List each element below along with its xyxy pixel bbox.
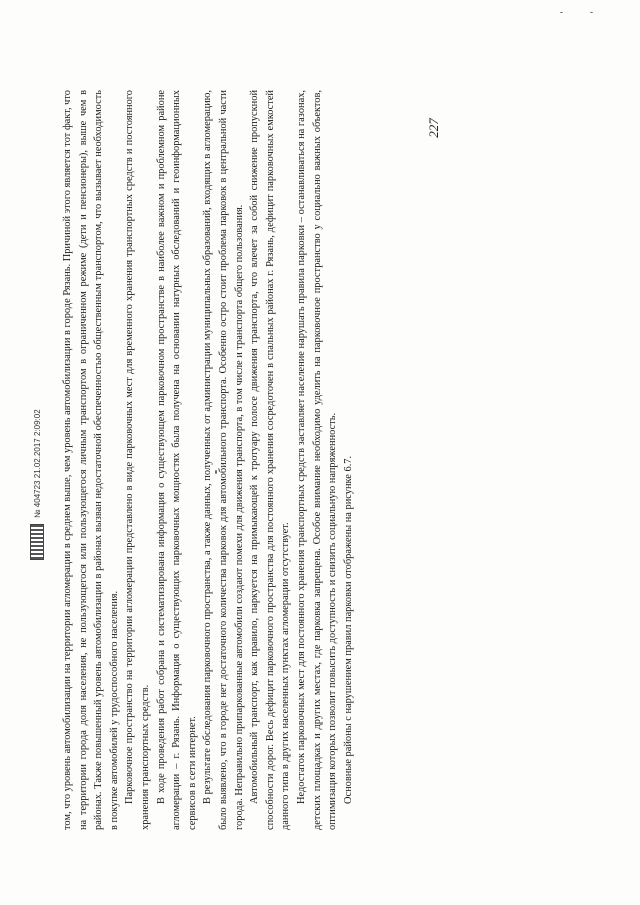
paragraph-5: Автомобильный транспорт, как правило, паркуется на примыкающей к тротуару полосе движения транспорта, что влечет за собой снижение пропускной способности дорог. Весь дефицит парковочного пространства для постоянного хранения сосредоточен в спальных районах г. Рязань, дефицит парковочных емкостей данного типа в других населенных пунктах агломерации отсутствует.	[249, 90, 292, 830]
paragraph-1: том, что уровень автомобилизации на территории агломерации в среднем выше, чем уровень автомобилизации в городе Рязань. Причиной этого является тот факт, что на территории города доля населения, не пользующегося или пользующегося личным транспортом в ограниченном режиме (дети и пенсионеры), выше чем в районах. Также повышенный уровень автомобилизации в районах вызван недостаточной обеспеченностью общественным транспортом, что вызывает необходимость в покупке автомобилей у трудоспособного населения.	[62, 90, 120, 830]
stamp-logo-icon	[30, 524, 44, 560]
body-text	[60, 90, 356, 830]
scan-speck	[560, 12, 563, 13]
scan-speck	[590, 12, 593, 13]
paragraph-4: В результате обследования парковочного пространства, а также данных, полученных от администрации муниципальных образований, входящих в агломерацию, было выявлено, что в городе нет достаточного количества парковок для автомобильного транспорта. Особенно остро стоит проблема парковок в центральной части города. Неправильно припаркованные автомобили создают помехи для движения транспорта, в том числе и транспорта общего пользования.	[202, 90, 245, 830]
footer-stamp	[30, 409, 44, 560]
paragraph-6: Недостаток парковочных мест для постоянного хранения транспортных средств заставляет население нарушать правила парковки – останавливаться на газонах, детских площадках и других местах, где парковка запрещена. Особое внимание необходимо уделить на парковочное пространство у социально важных объектов, оптимизация которых позволит повысить доступность и снизить социальную напряженность.	[295, 90, 339, 830]
paragraph-3: В ходе проведения работ собрана и систематизирована информация о существующем парковочном пространстве в наиболее важном и проблемном районе агломерации – г. Рязань. Информация о существующих парковочных мощностях была получена на основании натурных обследований и геоинформационных сервисов в сети интернет.	[155, 90, 198, 830]
page-number: 227	[425, 118, 441, 138]
scan-speck	[215, 470, 217, 474]
stamp-text: № 404723 21.02.2017 2:09:02	[32, 409, 42, 518]
paragraph-7: Основные районы с нарушением правил парковки отображены на рисунке 6.7.	[342, 455, 354, 804]
paragraph-2: Парковочное пространство на территории агломерации представлено в виде парковочных мест для временного хранения транспортных средств и постоянного хранения транспортных средств.	[124, 90, 151, 830]
